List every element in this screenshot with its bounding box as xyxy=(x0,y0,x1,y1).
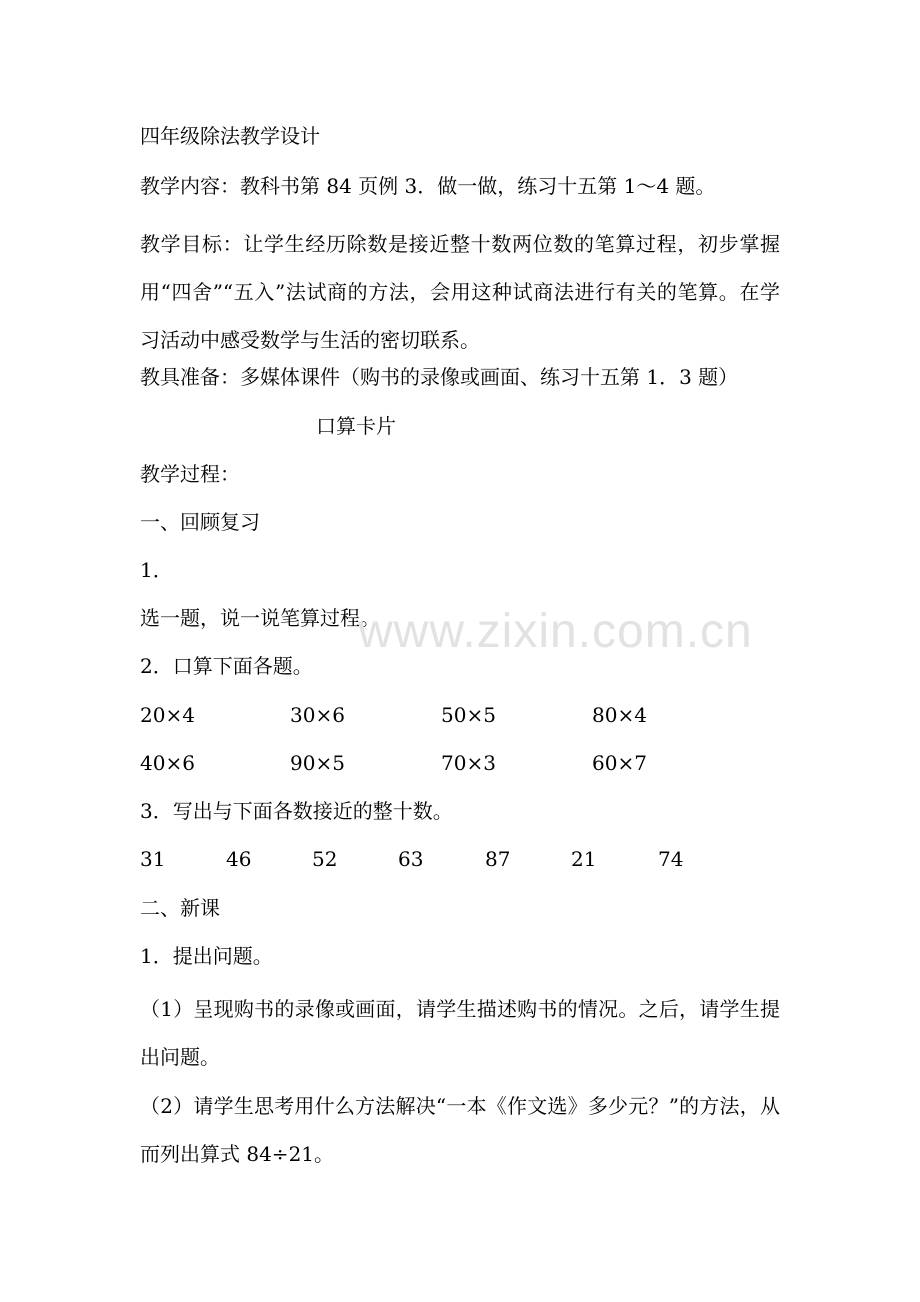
round-number: 63 xyxy=(398,847,424,871)
review-item-2: 2．口算下面各题。 xyxy=(140,654,313,678)
round-number: 31 xyxy=(140,847,166,871)
new-lesson-item-1: 1．提出问题。 xyxy=(140,944,273,968)
new-lesson-paragraph-2: （2）请学生思考用什么方法解决“一本《作文选》多少元？”的方法，从而列出算式 84÷21。 xyxy=(140,1094,780,1166)
teaching-content: 教学内容：教科书第 84 页例 3．做一做，练习十五第 1～4 题。 xyxy=(140,174,716,198)
mental-math-cell: 70×3 xyxy=(441,751,496,775)
round-number: 46 xyxy=(226,847,252,871)
review-item-1-text: 选一题，说一说笔算过程。 xyxy=(140,606,380,630)
section-review-heading: 一、回顾复习 xyxy=(140,510,260,534)
mental-math-cell: 90×5 xyxy=(290,751,345,775)
review-item-1-label: 1． xyxy=(140,558,173,582)
mental-math-cell: 50×5 xyxy=(441,703,496,727)
round-number: 21 xyxy=(571,847,597,871)
document-title: 四年级除法教学设计 xyxy=(140,124,320,148)
mental-math-cell: 80×4 xyxy=(592,703,647,727)
section-new-lesson-heading: 二、新课 xyxy=(140,896,220,920)
teaching-process-label: 教学过程： xyxy=(140,462,240,486)
round-number: 52 xyxy=(312,847,338,871)
teaching-goal: 教学目标：让学生经历除数是接近整十数两位数的笔算过程，初步掌握用“四舍”“五入”法试商的方法，会用这种试商法进行有关的笔算。在学习活动中感受数学与生活的密切联系。 xyxy=(140,232,780,352)
review-item-3: 3．写出与下面各数接近的整十数。 xyxy=(140,799,453,823)
mental-math-cell: 60×7 xyxy=(592,751,647,775)
mental-math-cell: 40×6 xyxy=(140,751,195,775)
teaching-tools: 教具准备：多媒体课件（购书的录像或画面、练习十五第 1．3 题） xyxy=(140,365,739,389)
new-lesson-paragraph-1: （1）呈现购书的录像或画面，请学生描述购书的情况。之后，请学生提出问题。 xyxy=(140,997,780,1069)
teaching-tools-extra: 口算卡片 xyxy=(316,414,396,438)
round-number: 74 xyxy=(658,847,684,871)
mental-math-cell: 30×6 xyxy=(290,703,345,727)
mental-math-cell: 20×4 xyxy=(140,703,195,727)
round-number: 87 xyxy=(485,847,511,871)
watermark: www.zixin.com.cn xyxy=(358,605,753,658)
